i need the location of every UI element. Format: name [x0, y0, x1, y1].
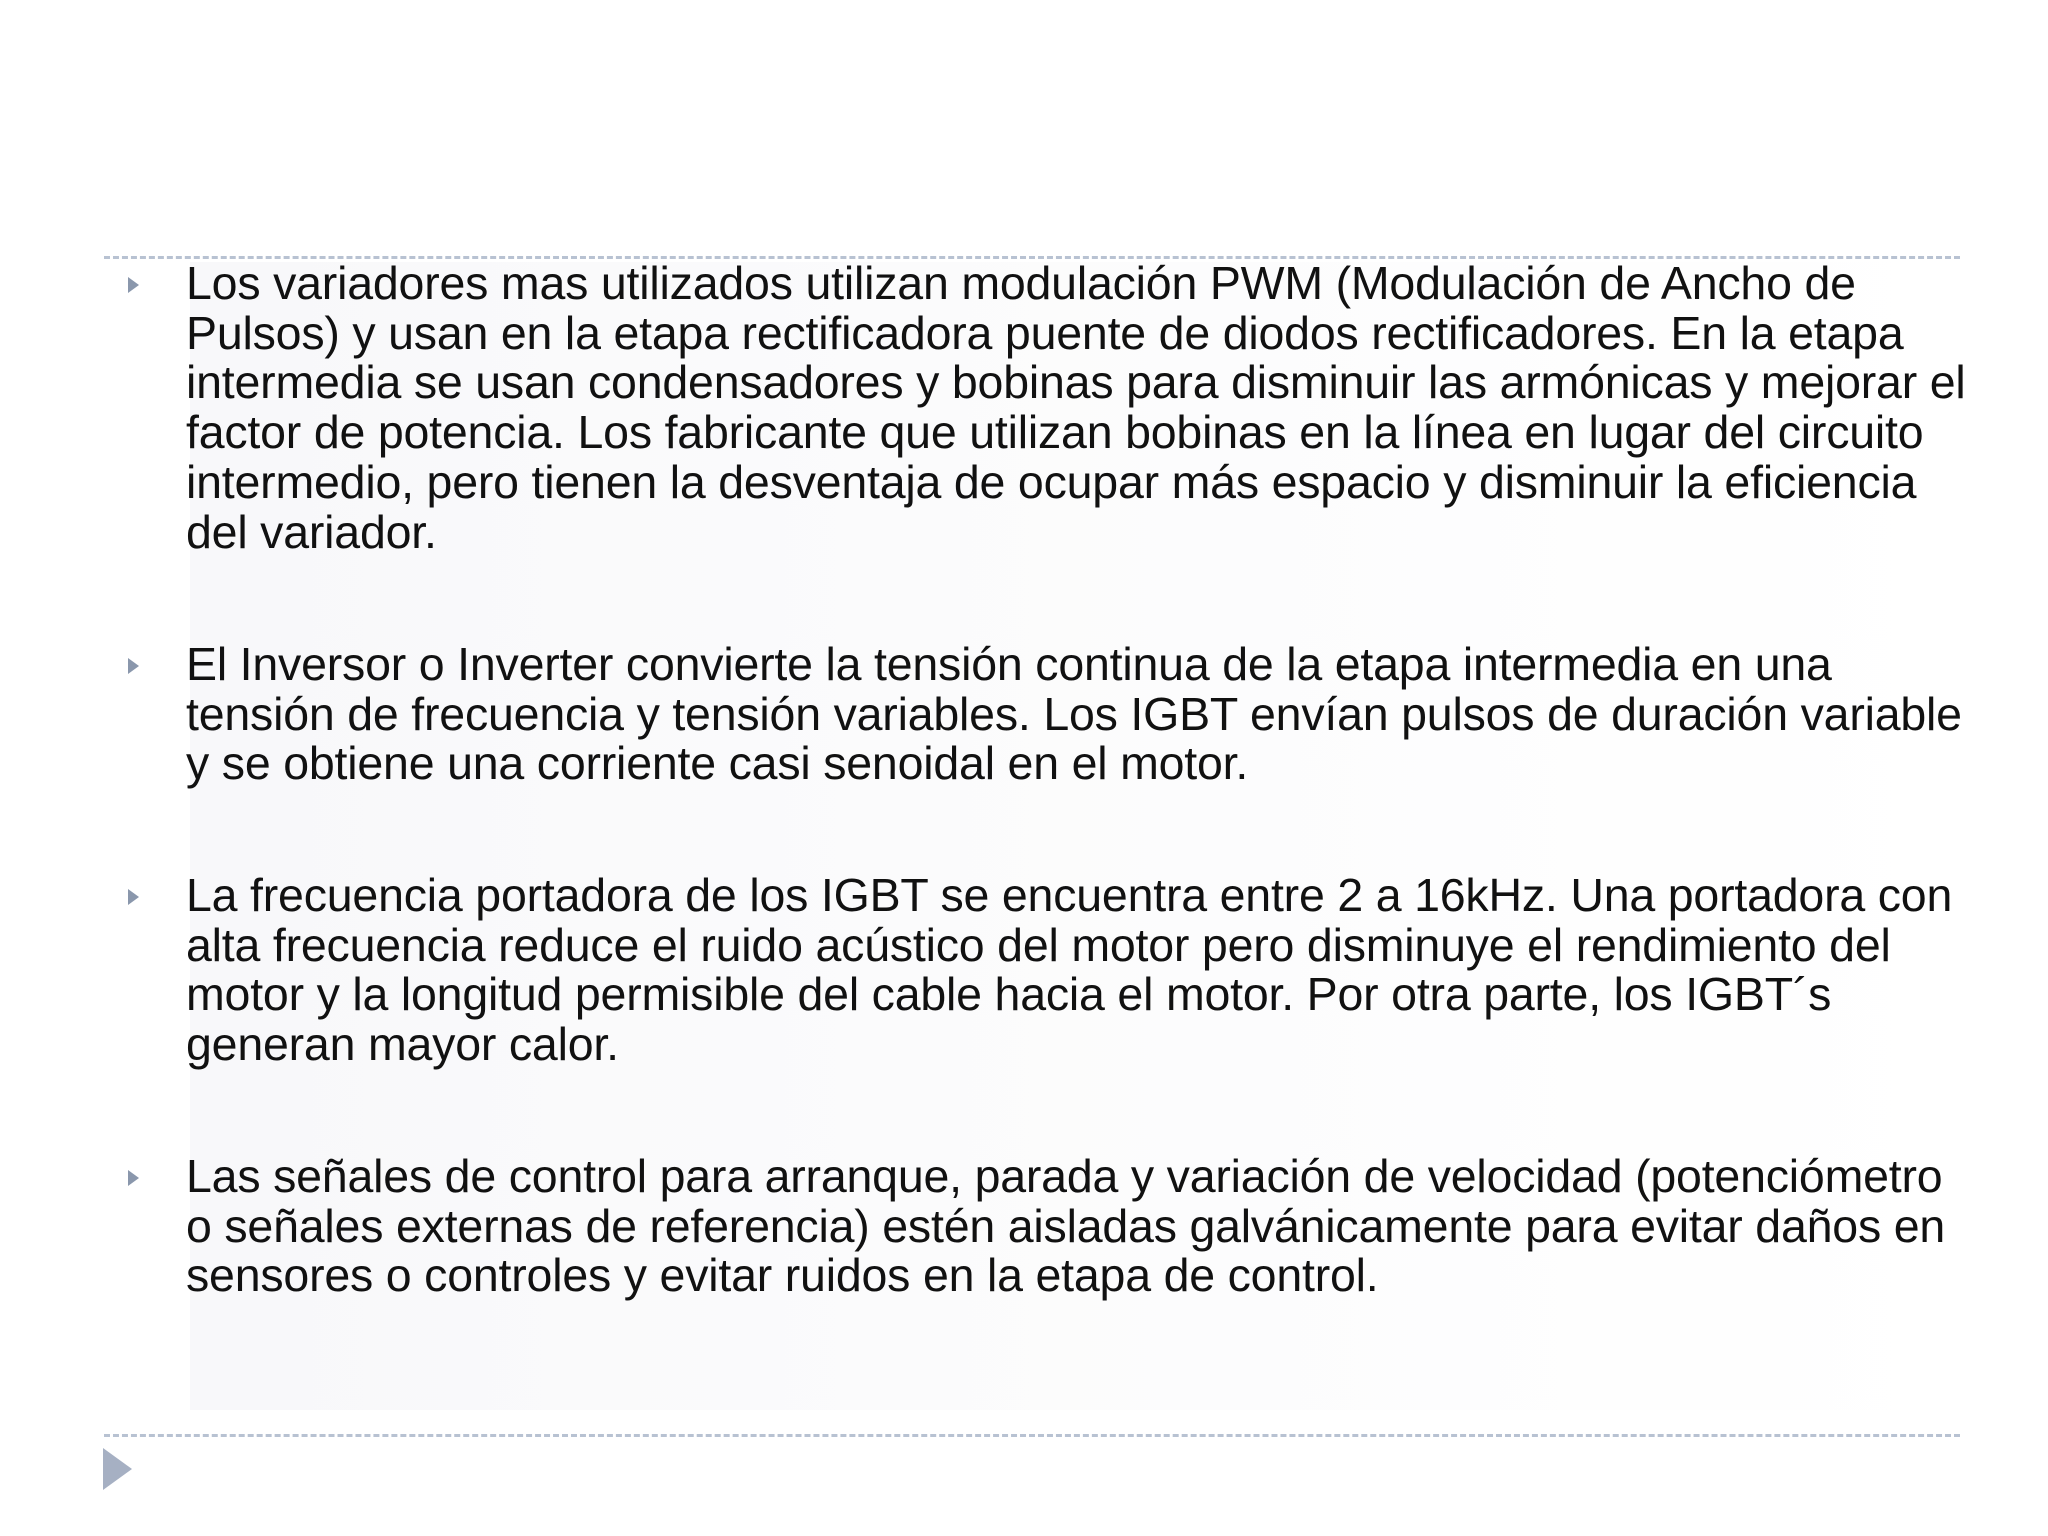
bullet-text-carrier-frequency: La frecuencia portadora de los IGBT se encuentra entre 2 a 16kHz. Una portadora con alta frecuencia reduce el ruido acústico del motor pero disminuye el rendimiento del motor y la longitud permisible del cable hacia el motor. Por otra parte, los IGBT´s generan mayor calor. [186, 869, 1953, 1071]
next-slide-arrow-icon[interactable] [103, 1448, 132, 1490]
bullet-text-control-signals: Las señales de control para arranque, parada y variación de velocidad (potenciómetro o señales externas de referencia) estén aisladas galvánicamente para evitar daños en sensores o controles y evitar ruidos en la etapa de control. [186, 1150, 1946, 1302]
triangle-right-icon [128, 277, 139, 293]
bullet-item-carrier-frequency [186, 871, 1966, 1070]
triangle-right-icon [128, 889, 139, 905]
triangle-right-icon [128, 1170, 139, 1186]
bullet-text-inverter: El Inversor o Inverter convierte la tensión continua de la etapa intermedia en una tensión de frecuencia y tensión variables. Los IGBT envían pulsos de duración variable y se obtiene una corriente casi senoidal en el motor. [186, 638, 1962, 790]
bullet-item-pwm [186, 259, 1966, 557]
bullet-text-pwm: Los variadores mas utilizados utilizan modulación PWM (Modulación de Ancho de Pulsos) y usan en la etapa rectificadora puente de diodos rectificadores. En la etapa intermedia se usan condensadores y bobinas para disminuir las armónicas y mejorar el factor de potencia. Los fabricante que utilizan bobinas en la línea en lugar del circuito intermedio, pero tienen la desventaja de ocupar más espacio y disminuir la eficiencia del variador. [186, 257, 1966, 558]
triangle-right-icon [128, 658, 139, 674]
bottom-dashed-rule [104, 1434, 1960, 1437]
bullet-item-control-signals [186, 1152, 1966, 1301]
bullet-item-inverter [186, 640, 1966, 789]
